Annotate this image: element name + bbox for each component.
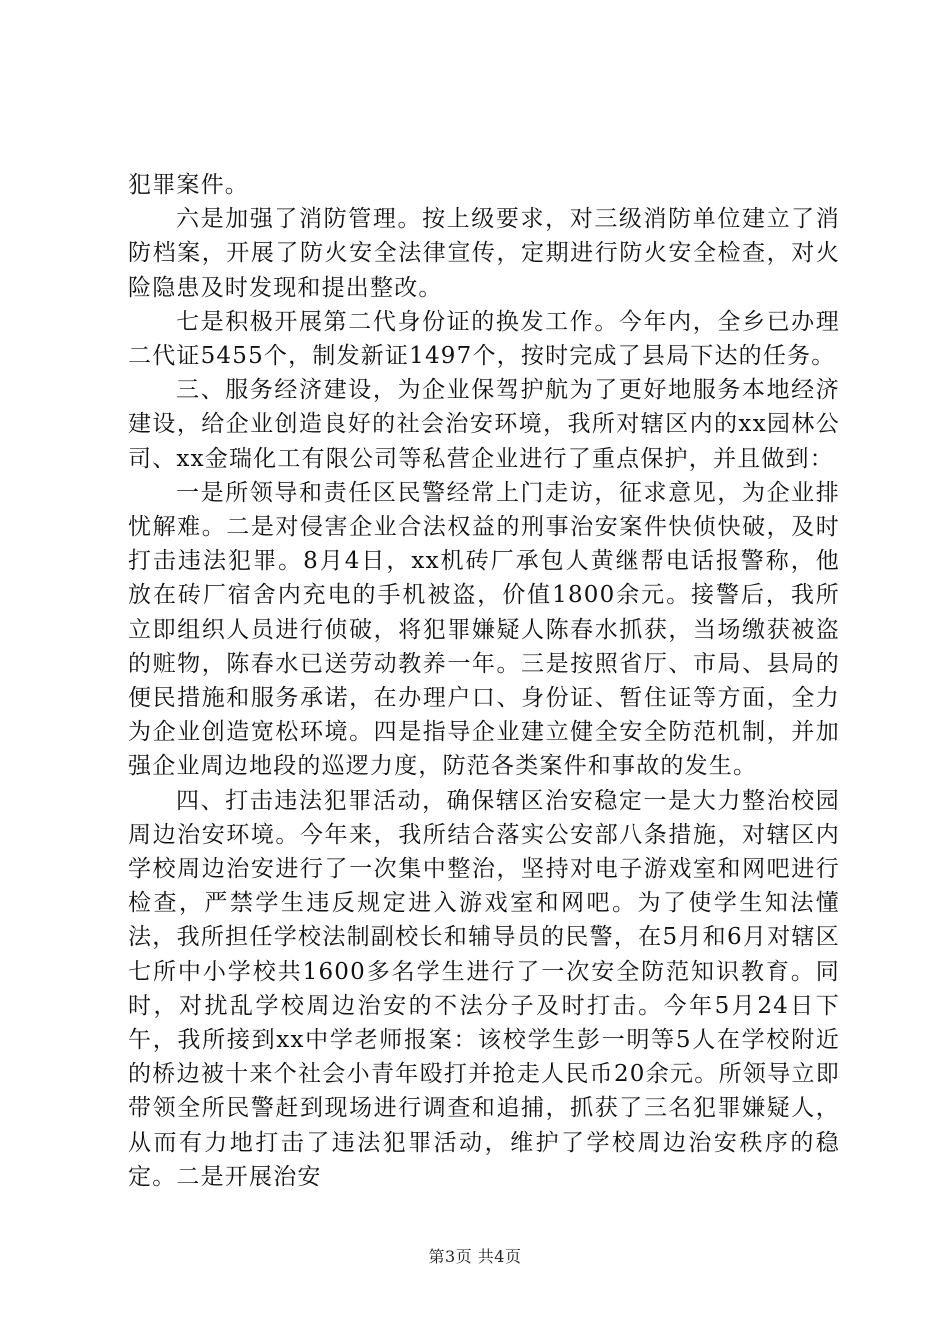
paragraph-4: 三、服务经济建设，为企业保驾护航为了更好地服务本地经济建设，给企业创造良好的社会治安环境，我所对辖区内的xx园林公司、xx金瑞化工有限公司等私营企业进行了重点保护，并且做到： <box>128 377 840 472</box>
paragraph-1: 犯罪案件。 <box>128 172 249 198</box>
page-footer: 第3页 共4页 <box>428 1247 522 1266</box>
paragraph-3: 七是积极开展第二代身份证的换发工作。今年内，全乡已办理二代证5455个，制发新证1497个，按时完成了县局下达的任务。 <box>128 308 840 370</box>
paragraph-2: 六是加强了消防管理。按上级要求，对三级消防单位建立了消防档案，开展了防火安全法律宣传，定期进行防火安全检查，对火险隐患及时发现和提出整改。 <box>128 206 840 301</box>
paragraph-5: 一是所领导和责任区民警经常上门走访，征求意见，为企业排忧解难。二是对侵害企业合法权益的刑事治安案件快侦快破，及时打击违法犯罪。8月4日，xx机砖厂承包人黄继帮电话报警称，他放在砖厂宿舍内充电的手机被盗，价值1800余元。接警后，我所立即组织人员进行侦破，将犯罪嫌疑人陈春水抓获，当场缴获被盗的赃物，陈春水已送劳动教养一年。三是按照省厅、市局、县局的便民措施和服务承诺，在办理户口、身份证、暂住证等方面，全力为企业创造宽松环境。四是指导企业建立健全安全防范机制，并加强企业周边地段的巡逻力度，防范各类案件和事故的发生。 <box>128 479 840 780</box>
paragraph-6: 四、打击违法犯罪活动，确保辖区治安稳定一是大力整治校园周边治安环境。今年来，我所结合落实公安部八条措施，对辖区内学校周边治安进行了一次集中整治，坚持对电子游戏室和网吧进行检查，严禁学生违反规定进入游戏室和网吧。为了使学生知法懂法，我所担任学校法制副校长和辅导员的民警，在5月和6月对辖区七所中小学校共1600多名学生进行了一次安全防范知识教育。同时，对扰乱学校周边治安的不法分子及时打击。今年5月24日下午，我所接到xx中学老师报案：该校学生彭一明等5人在学校附近的桥边被十来个社会小青年殴打并抢走人民币20余元。所领导立即带领全所民警赶到现场进行调查和追捕，抓获了三名犯罪嫌疑人，从而有力地打击了违法犯罪活动，维护了学校周边治安秩序的稳定。二是开展治安 <box>128 787 840 1190</box>
document-body <box>128 168 840 1194</box>
